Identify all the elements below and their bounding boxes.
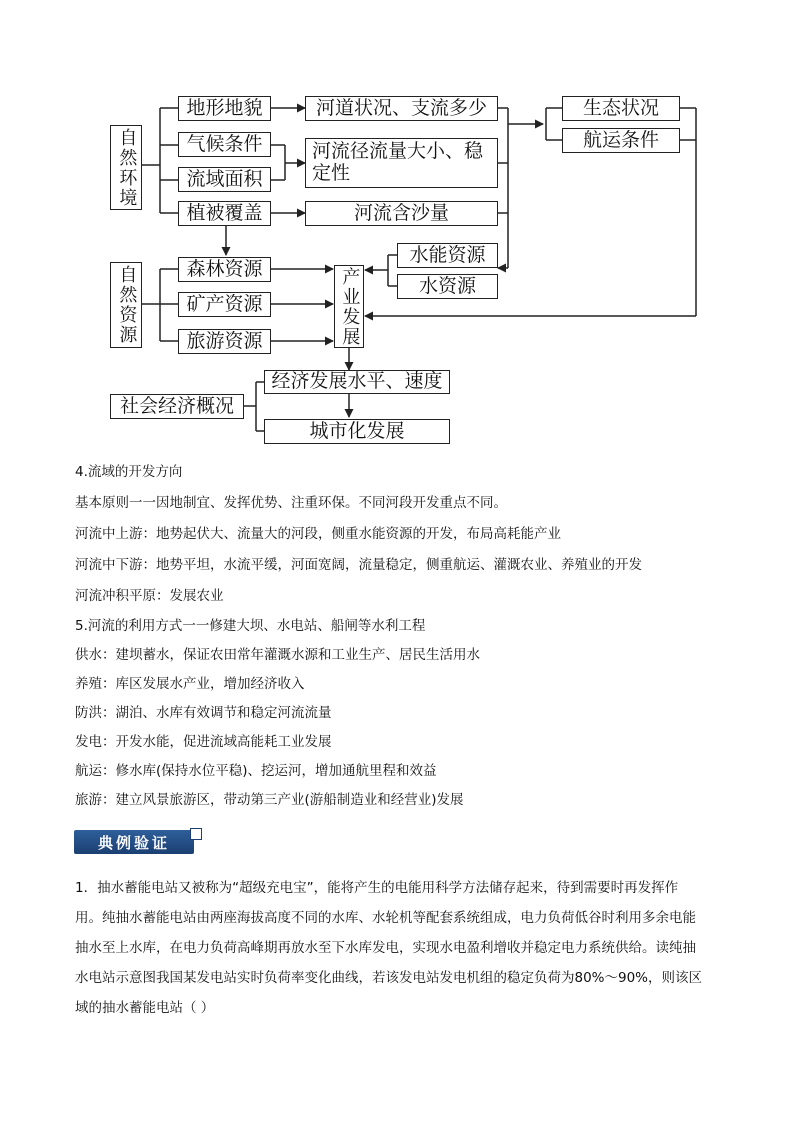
development-text <box>75 462 765 810</box>
question-1 <box>75 873 735 1023</box>
text-line: 河流冲积平原：发展农业 <box>75 588 224 604</box>
badge-corner-icon <box>190 828 202 840</box>
natural-environment-box: 自然环境 <box>110 125 142 210</box>
text-line: 防洪：湖泊、水库有效调节和稳定河流流量 <box>75 705 332 721</box>
forest-box: 森林资源 <box>178 257 271 282</box>
vegetation-box: 植被覆盖 <box>178 201 271 226</box>
terrain-box: 地形地貌 <box>178 96 271 121</box>
example-section-badge <box>74 828 200 854</box>
text-line: 河流中上游：地势起伏大、流量大的河段，侧重水能资源的开发，布局高耗能产业 <box>75 526 561 542</box>
text-line: 养殖：库区发展水产业，增加经济收入 <box>75 676 305 692</box>
text-line: 航运：修水库(保持水位平稳)、挖运河，增加通航里程和效益 <box>75 763 437 779</box>
badge-label: 典例验证 <box>97 833 170 852</box>
heading-development-direction: 4.流域的开发方向 <box>75 464 183 480</box>
industry-box: 产业发展 <box>334 265 364 348</box>
economy-box: 经济发展水平、速度 <box>264 370 450 394</box>
channel-box: 河道状况、支流多少 <box>305 96 498 121</box>
runoff-box: 河流径流量大小、稳定性 <box>305 138 498 188</box>
text-line: 发电：开发水能，促进流域高能耗工业发展 <box>75 734 332 750</box>
basin-area-box: 流域面积 <box>178 167 271 192</box>
text-line: 河流中下游：地势平坦，水流平缓，河面宽阔，流量稳定，侧重航运、灌溉农业、养殖业的开发 <box>75 557 642 573</box>
natural-resources-box: 自然资源 <box>110 262 142 348</box>
mineral-box: 矿产资源 <box>178 292 271 317</box>
socio-economic-box: 社会经济概况 <box>110 394 244 419</box>
question-line: 水电站示意图我国某发电站实时负荷率变化曲线，若该发电站发电机组的稳定负荷为80%～90%，则该区 <box>75 970 703 986</box>
shipping-box: 航运条件 <box>562 128 680 153</box>
tourism-box: 旅游资源 <box>178 329 271 354</box>
text-line: 旅游：建立风景旅游区，带动第三产业(游船制造业和经营业)发展 <box>75 792 464 808</box>
climate-box: 气候条件 <box>178 132 271 157</box>
sediment-box: 河流含沙量 <box>305 201 498 226</box>
text-line: 供水：建坝蓄水，保证农田常年灌溉水源和工业生产、居民生活用水 <box>75 647 480 663</box>
ecology-box: 生态状况 <box>562 96 680 121</box>
heading-river-utilization: 5.河流的利用方式一一修建大坝、水电站、船闸等水利工程 <box>75 618 426 634</box>
question-line: 域的抽水蓄能电站（ ） <box>75 1000 215 1016</box>
question-line: 用。纯抽水蓄能电站由两座海拔高度不同的水库、水轮机等配套系统组成，电力负荷低谷时利用多余电能 <box>75 910 696 926</box>
question-line: 抽水至上水库，在电力负荷高峰期再放水至下水库发电，实现水电盈利增收并稳定电力系统供给。读纯抽 <box>75 940 696 956</box>
hydro-box: 水能资源 <box>397 243 498 268</box>
question-line: 1．抽水蓄能电站又被称为“超级充电宝”，能将产生的电能用科学方法储存起来，待到需要时再发挥作 <box>75 880 679 896</box>
text-line: 基本原则一一因地制宜、发挥优势、注重环保。不同河段开发重点不同。 <box>75 495 507 511</box>
urbanization-box: 城市化发展 <box>264 419 450 444</box>
water-box: 水资源 <box>397 274 498 299</box>
